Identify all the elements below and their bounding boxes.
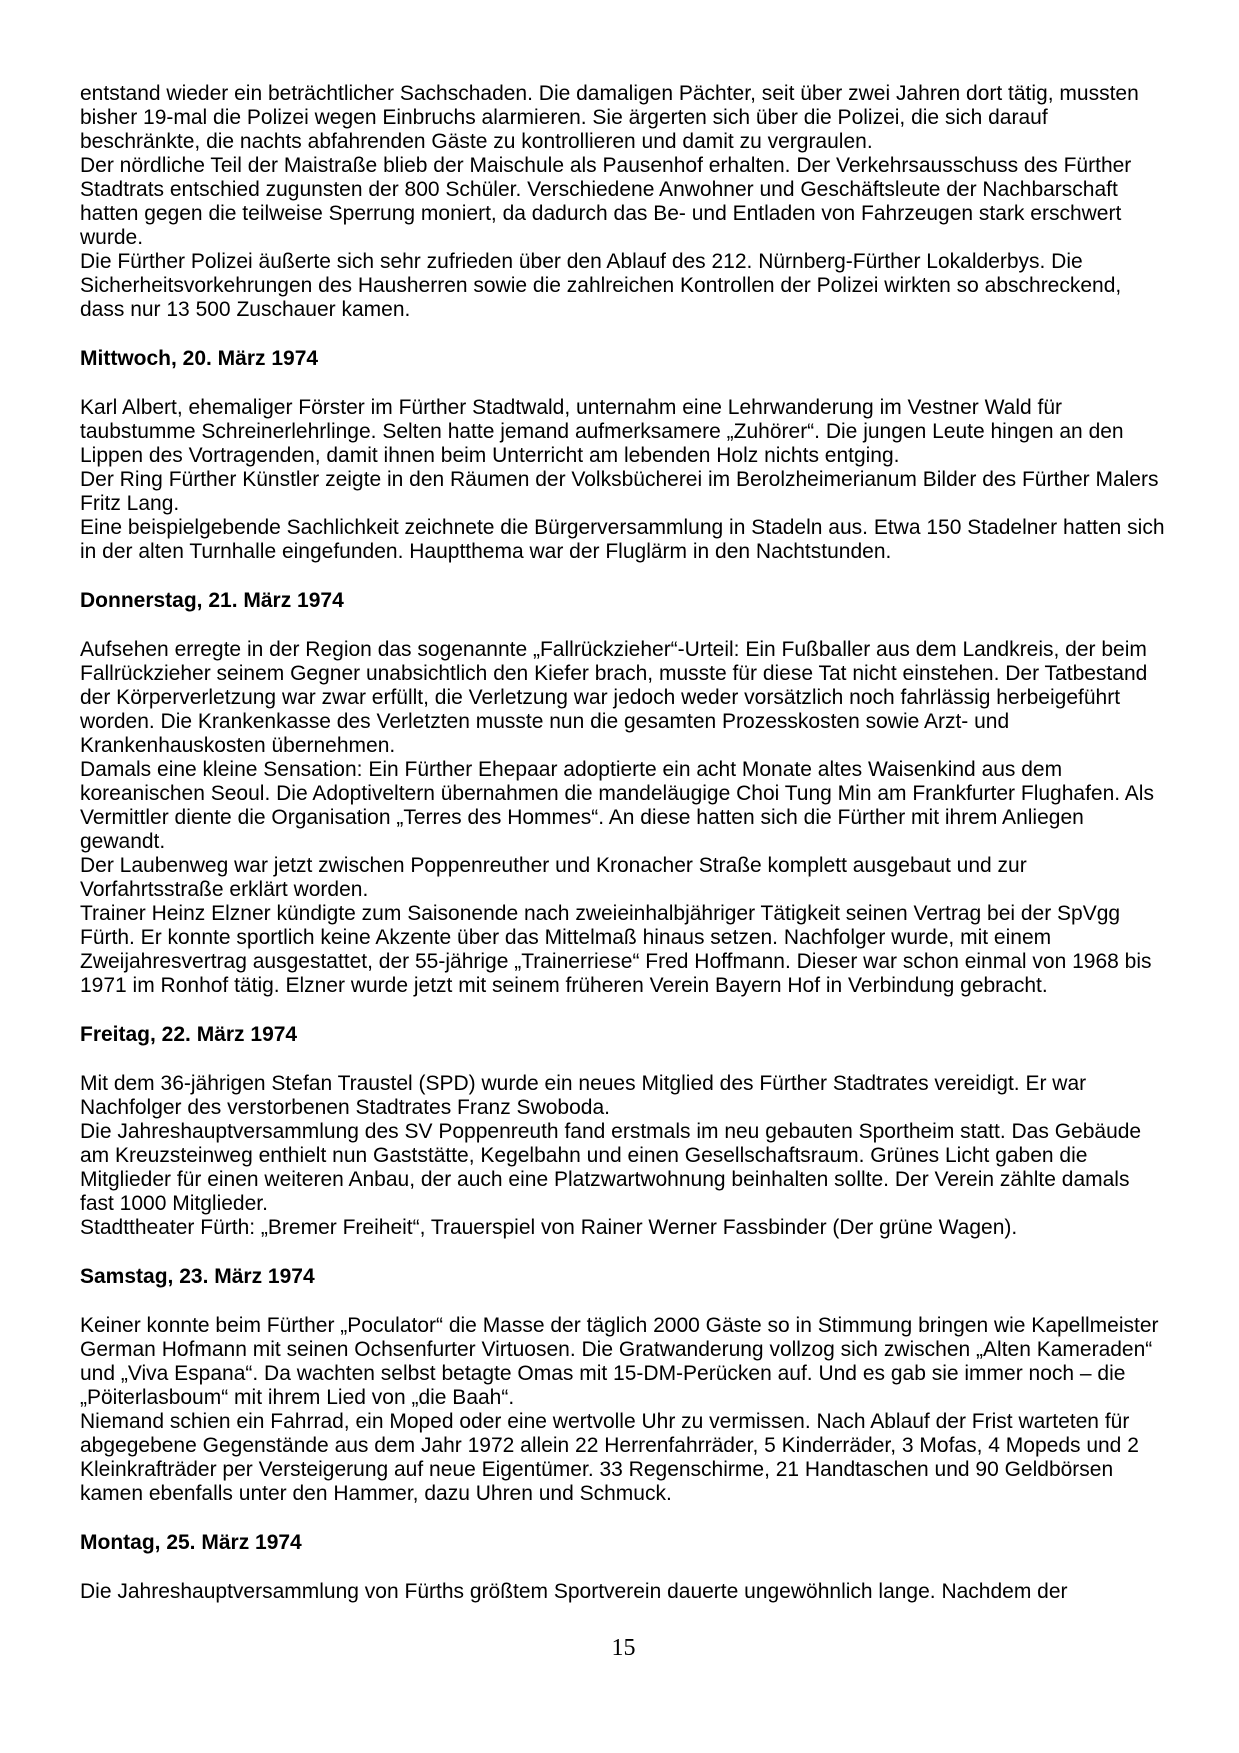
date-heading-montag: Montag, 25. März 1974 xyxy=(80,1531,302,1554)
section-paragraph: Stadttheater Fürth: „Bremer Freiheit“, Trauerspiel von Rainer Werner Fassbinder (Der grüne Wagen). xyxy=(80,1216,1018,1239)
date-heading-samstag: Samstag, 23. März 1974 xyxy=(80,1265,315,1288)
section-paragraph: Mit dem 36-jährigen Stefan Traustel (SPD) wurde ein neues Mitglied des Fürther Stadtrates vereidigt. Er war Nachfolger des verstorbenen Stadtrates Franz Swoboda. xyxy=(80,1072,1087,1119)
intro-paragraph: Die Fürther Polizei äußerte sich sehr zufrieden über den Ablauf des 212. Nürnberg-Fürther Lokalderbys. Die Sicherheitsvorkehrungen des Hausherren sowie die zahlreichen Kontrollen der Polizei wirkten so abschreckend, dass nur 13 500 Zuschauer kamen. xyxy=(80,250,1122,321)
section-paragraph: Karl Albert, ehemaliger Förster im Fürther Stadtwald, unternahm eine Lehrwanderung im Vestner Wald für taubstumme Schreinerlehrlinge. Selten hatte jemand aufmerksamere „Zuhörer“. Die jungen Leute hingen an den Lippen des Vortragenden, damit ihnen beim Unterricht am lebenden Holz nichts entging. xyxy=(80,396,1124,467)
intro-paragraph: Der nördliche Teil der Maistraße blieb der Maischule als Pausenhof erhalten. Der Verkehrsausschuss des Fürther Stadtrats entschied zugunsten der 800 Schüler. Verschiedene Anwohner und Geschäftsleute der Nachbarschaft hatten gegen die teilweise Sperrung moniert, da dadurch das Be- und Entladen von Fahrzeugen stark erschwert wurde. xyxy=(80,154,1132,249)
section-paragraph: Niemand schien ein Fahrrad, ein Moped oder eine wertvolle Uhr zu vermissen. Nach Ablauf der Frist warteten für abgegebene Gegenstände aus dem Jahr 1972 allein 22 Herrenfahrräder, 5 Kinderräder, 3 Mofas, 4 Mopeds und 2 Kleinkrafträder per Versteigerung auf neue Eigentümer. 33 Regenschirme, 21 Handtaschen und 90 Geldbörsen kamen ebenfalls unter den Hammer, dazu Uhren und Schmuck. xyxy=(80,1410,1139,1505)
page-number: 15 xyxy=(611,1635,636,1661)
date-heading-freitag: Freitag, 22. März 1974 xyxy=(80,1023,298,1046)
section-paragraph: Der Laubenweg war jetzt zwischen Poppenreuther und Kronacher Straße komplett ausgebaut und zur Vorfahrtsstraße erklärt worden. xyxy=(80,854,1027,901)
section-paragraph: Der Ring Fürther Künstler zeigte in den Räumen der Volksbücherei im Berolzheimerianum Bilder des Fürther Malers Fritz Lang. xyxy=(80,468,1159,515)
section-paragraph: Die Jahreshauptversammlung von Fürths größtem Sportverein dauerte ungewöhnlich lange. Nachdem der xyxy=(80,1580,1068,1603)
section-paragraph: Trainer Heinz Elzner kündigte zum Saisonende nach zweieinhalbjähriger Tätigkeit seinen Vertrag bei der SpVgg Fürth. Er konnte sportlich keine Akzente über das Mittelmaß hinaus setzen. Nachfolger wurde, mit einem Zweijahresvertrag ausgestattet, der 55-jährige „Trainerriese“ Fred Hoffmann. Dieser war schon einmal von 1968 bis 1971 im Ronhof tätig. Elzner wurde jetzt mit seinem früheren Verein Bayern Hof in Verbindung gebracht. xyxy=(80,902,1152,997)
section-paragraph: Aufsehen erregte in der Region das sogenannte „Fallrückzieher“-Urteil: Ein Fußballer aus dem Landkreis, der beim Fallrückzieher seinem Gegner unabsichtlich den Kiefer brach, musste für diese Tat nicht einstehen. Der Tatbestand der Körperverletzung war zwar erfüllt, die Verletzung war jedoch weder vorsätzlich noch fahrlässig herbeigeführt worden. Die Krankenkasse des Verletzten musste nun die gesamten Prozesskosten sowie Arzt- und Krankenhauskosten übernehmen. xyxy=(80,638,1148,757)
date-heading-donnerstag: Donnerstag, 21. März 1974 xyxy=(80,589,344,612)
date-heading-mittwoch: Mittwoch, 20. März 1974 xyxy=(80,347,319,370)
intro-paragraph: entstand wieder ein beträchtlicher Sachschaden. Die damaligen Pächter, seit über zwei Jahren dort tätig, mussten bisher 19-mal die Polizei wegen Einbruchs alarmieren. Sie ärgerten sich über die Polizei, die sich darauf beschränkte, die nachts abfahrenden Gäste zu kontrollieren und damit zu vergraulen. xyxy=(80,82,1139,153)
page-body xyxy=(80,82,1167,1604)
section-paragraph: Eine beispielgebende Sachlichkeit zeichnete die Bürgerversammlung in Stadeln aus. Etwa 150 Stadelner hatten sich in der alten Turnhalle eingefunden. Hauptthema war der Fluglärm in den Nachtstunden. xyxy=(80,516,1165,563)
section-paragraph: Keiner konnte beim Fürther „Poculator“ die Masse der täglich 2000 Gäste so in Stimmung bringen wie Kapellmeister German Hofmann mit seinen Ochsenfurter Virtuosen. Die Gratwanderung vollzog sich zwischen „Alten Kameraden“ und „Viva Espana“. Da wachten selbst betagte Omas mit 15-DM-Perücken auf. Und es gab sie immer noch – die „Pöiterlasboum“ mit ihrem Lied von „die Baah“. xyxy=(80,1314,1159,1409)
section-paragraph: Die Jahreshauptversammlung des SV Poppenreuth fand erstmals im neu gebauten Sportheim statt. Das Gebäude am Kreuzsteinweg enthielt nun Gaststätte, Kegelbahn und einen Gesellschaftsraum. Grünes Licht gaben die Mitglieder für einen weiteren Anbau, der auch eine Platzwartwohnung beinhalten sollte. Der Verein zählte damals fast 1000 Mitglieder. xyxy=(80,1120,1142,1215)
section-paragraph: Damals eine kleine Sensation: Ein Fürther Ehepaar adoptierte ein acht Monate altes Waisenkind aus dem koreanischen Seoul. Die Adoptiveltern übernahmen die mandeläugige Choi Tung Min am Frankfurter Flughafen. Als Vermittler diente die Organisation „Terres des Hommes“. An diese hatten sich die Fürther mit ihrem Anliegen gewandt. xyxy=(80,758,1154,853)
